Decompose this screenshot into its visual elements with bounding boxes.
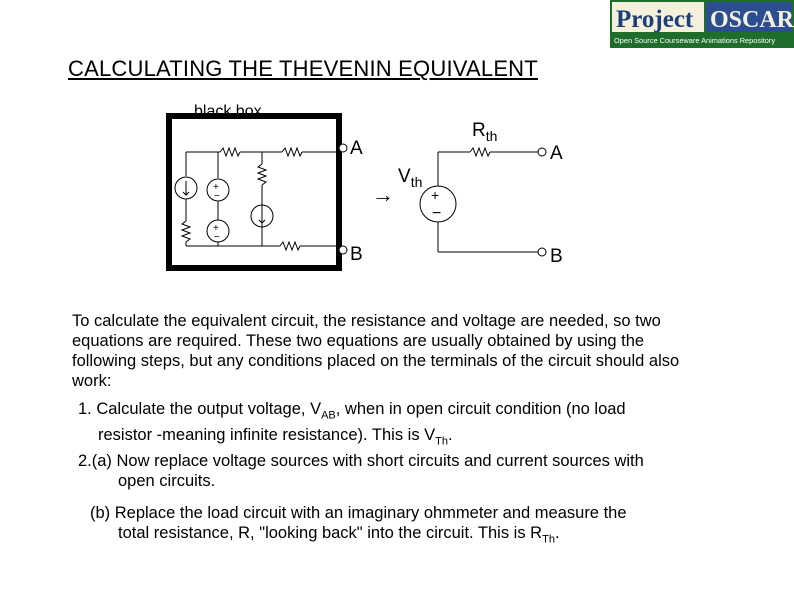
- vth-minus: −: [432, 205, 442, 222]
- logo-tagline: Open Source Courseware Animations Repository: [614, 36, 776, 45]
- source-minus-1: −: [214, 191, 220, 202]
- logo-word-oscar: OSCAR: [710, 7, 794, 33]
- equiv-terminal-a-node: [538, 148, 546, 156]
- intro-paragraph: To calculate the equivalent circuit, the resistance and voltage are needed, so two equations are required. These two equations are usually obtained by using the following steps, but any conditions placed on the terminals of the circuit should also work:: [72, 312, 680, 390]
- step-2b: (b) Replace the load circuit with an imaginary ohmmeter and measure the total resistance, R, "looking back" into the circuit. This is $R_{Th}$.: [90, 504, 627, 546]
- black-box-frame: [169, 116, 339, 268]
- terminal-b-label: B: [350, 244, 363, 265]
- vth-label: $V_{th}$: [398, 166, 423, 190]
- thevenin-circuit-diagram: [160, 96, 580, 276]
- terminal-a-label: A: [350, 138, 363, 159]
- page-title: CALCULATING THE THEVENIN EQUIVALENT: [68, 56, 538, 81]
- source-minus-2: −: [214, 232, 220, 243]
- black-box-label: black box: [194, 103, 262, 120]
- terminal-b-node: [339, 246, 347, 254]
- source-plus-1: +: [213, 182, 219, 193]
- vth-plus: +: [431, 187, 440, 203]
- project-oscar-logo: [610, 0, 794, 48]
- step-2a: 2.(a) Now replace voltage sources with short circuits and current sources with open circuits.: [78, 452, 644, 490]
- step-1: 1. Calculate the output voltage, $V_{AB}$, when in open circuit condition (no load resistor -meaning infinite resistance). This is $V_{Th}$.: [78, 400, 626, 448]
- equiv-terminal-b-label: B: [550, 246, 563, 267]
- logo-word-project: Project: [616, 6, 694, 33]
- source-plus-2: +: [213, 223, 219, 234]
- equiv-terminal-a-label: A: [550, 143, 563, 164]
- rth-label: $R_{th}$: [472, 120, 498, 144]
- internal-network: [175, 148, 342, 250]
- transform-arrow: →: [372, 182, 394, 207]
- equiv-terminal-b-node: [538, 248, 546, 256]
- terminal-a-node: [339, 144, 347, 152]
